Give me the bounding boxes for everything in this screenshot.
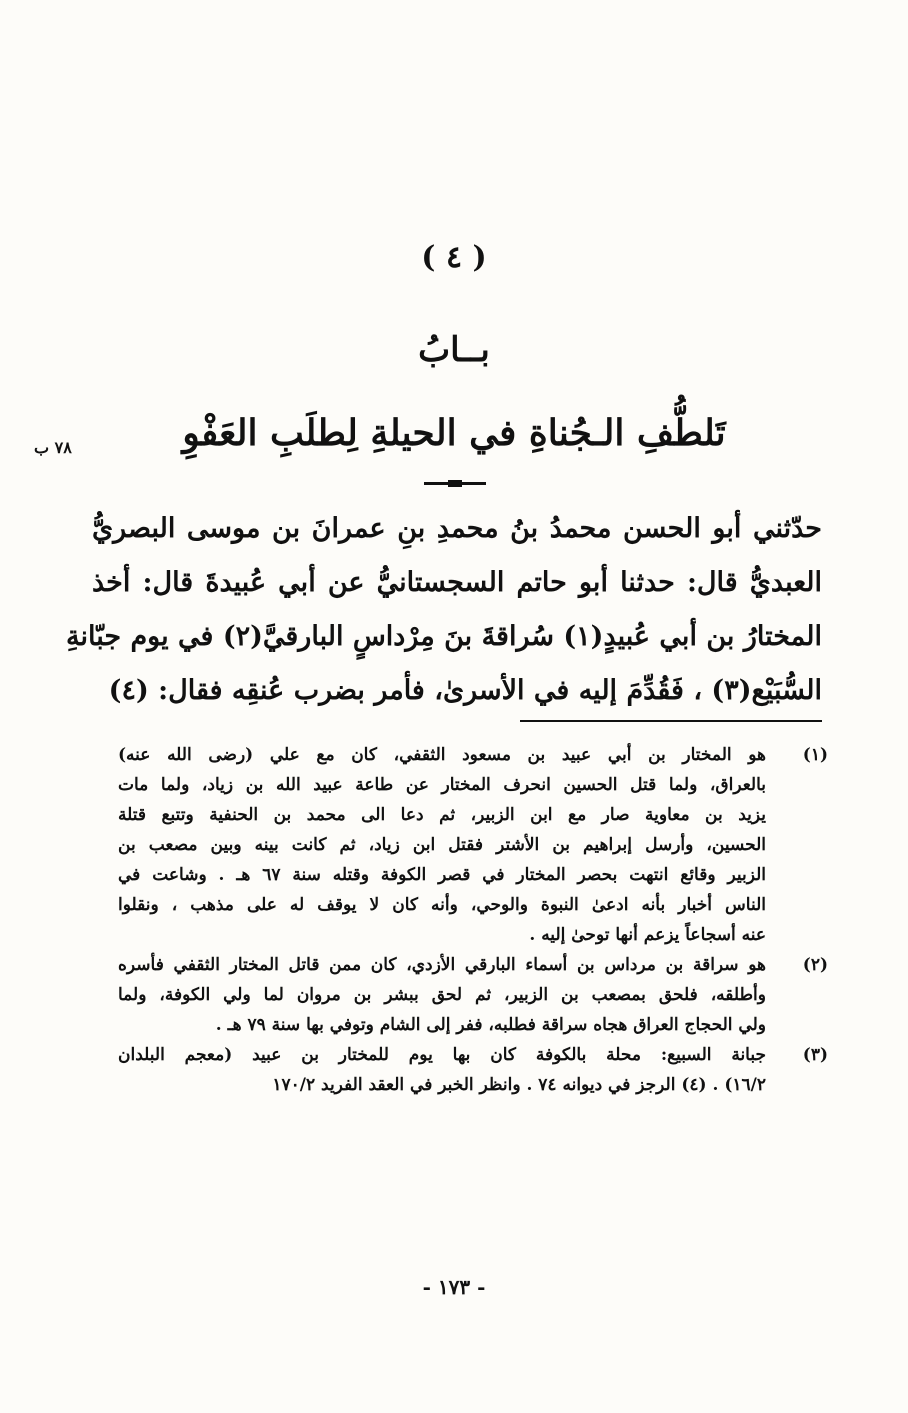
footnote-line: عنه أسجاعاً يزعم أنها توحىٰ إليه .	[529, 925, 766, 945]
footnote-line: هو سراقة بن مرداس بن أسماء البارقي الأزدي، كان ممن قاتل المختار الثقفي فأسره	[118, 955, 766, 975]
main-text-line: السُّبَيْع(٣) ، فَقُدِّمَ إليه في الأسرىٰ، فأمر بضرب عُنقِه فقال: (٤)	[108, 675, 822, 706]
main-text-line: حدّثني أبو الحسن محمدُ بنُ محمدِ بنِ عمرانَ بن موسى البصريُّ	[92, 513, 822, 544]
footnote-number: (٣)	[802, 1045, 828, 1065]
chapter-title: تَلطُّفِ الـجُناةِ في الحيلةِ لِطلَبِ العَفْوِ	[182, 412, 726, 454]
footnote-line: بالعراق، ولما قتل الحسين انحرف المختار عن طاعة عبيد الله بن زياد، ولما مات	[118, 775, 766, 795]
footnote-line: هو المختار بن أبي عبيد بن مسعود الثقفي، كان مع علي (رضى الله عنه)	[118, 745, 766, 765]
margin-manuscript-ref: ٧٨ ب	[34, 438, 72, 457]
footnote-number: (١)	[802, 745, 828, 765]
main-text-line: المختارُ بن أبي عُبيدٍ(١) سُراقةَ بنَ مِرْداسٍ البارقيَّ(٢) في يوم جبّانةِ	[65, 621, 822, 652]
footnotes	[118, 740, 828, 1100]
footnote-line: وأطلقه، فلحق بمصعب بن الزبير، ثم لحق ببشر بن مروان لما ولي الكوفة، ولما	[118, 985, 766, 1005]
footnote-line: يزيد بن معاوية صار مع ابن الزبير، ثم دعا الى محمد بن الحنفية وتتبع قتلة	[118, 805, 766, 825]
footnote-line: الزبير وقائع انتهت بحصر المختار في قصر الكوفة وقتله سنة ٦٧ هـ . وشاعت في	[118, 865, 766, 885]
footnote-separator	[520, 720, 822, 722]
footnote-line: ١٦/٢) . (٤) الرجز في ديوانه ٧٤ . وانظر الخبر في العقد الفريد ١٧٠/٢	[272, 1075, 766, 1095]
chapter-number: ( ٤ )	[421, 240, 487, 275]
footnote-line: ولي الحجاج العراق هجاه سراقة فطلبه، ففر إلى الشام وتوفي بها سنة ٧٩ هـ .	[215, 1015, 766, 1035]
footnote-number: (٢)	[802, 955, 828, 975]
page-number: - ١٧٣ -	[422, 1275, 486, 1299]
title-ornament	[424, 482, 486, 485]
footnote	[118, 1040, 828, 1100]
footnote	[118, 950, 828, 1040]
main-text	[65, 502, 822, 718]
footnote	[118, 740, 828, 950]
footnote-line: جبانة السبيع: محلة بالكوفة كان بها يوم للمختار بن عبيد (معجم البلدان	[118, 1045, 766, 1065]
main-text-line: العبديُّ قال: حدثنا أبو حاتم السجستانيُّ عن أبي عُبيدةَ قال: أخذ	[92, 567, 822, 598]
chapter-heading: بــابُ	[418, 330, 490, 370]
footnote-line: الحسين، وأرسل إبراهيم بن الأشتر فقتل ابن زياد، ثم كانت بينه وبين مصعب بن	[118, 835, 766, 855]
footnote-line: الناس أخبار بأنه ادعىٰ النبوة والوحي، وأنه كان لا يوقف له على مذهب ، ونقلوا	[118, 895, 766, 915]
